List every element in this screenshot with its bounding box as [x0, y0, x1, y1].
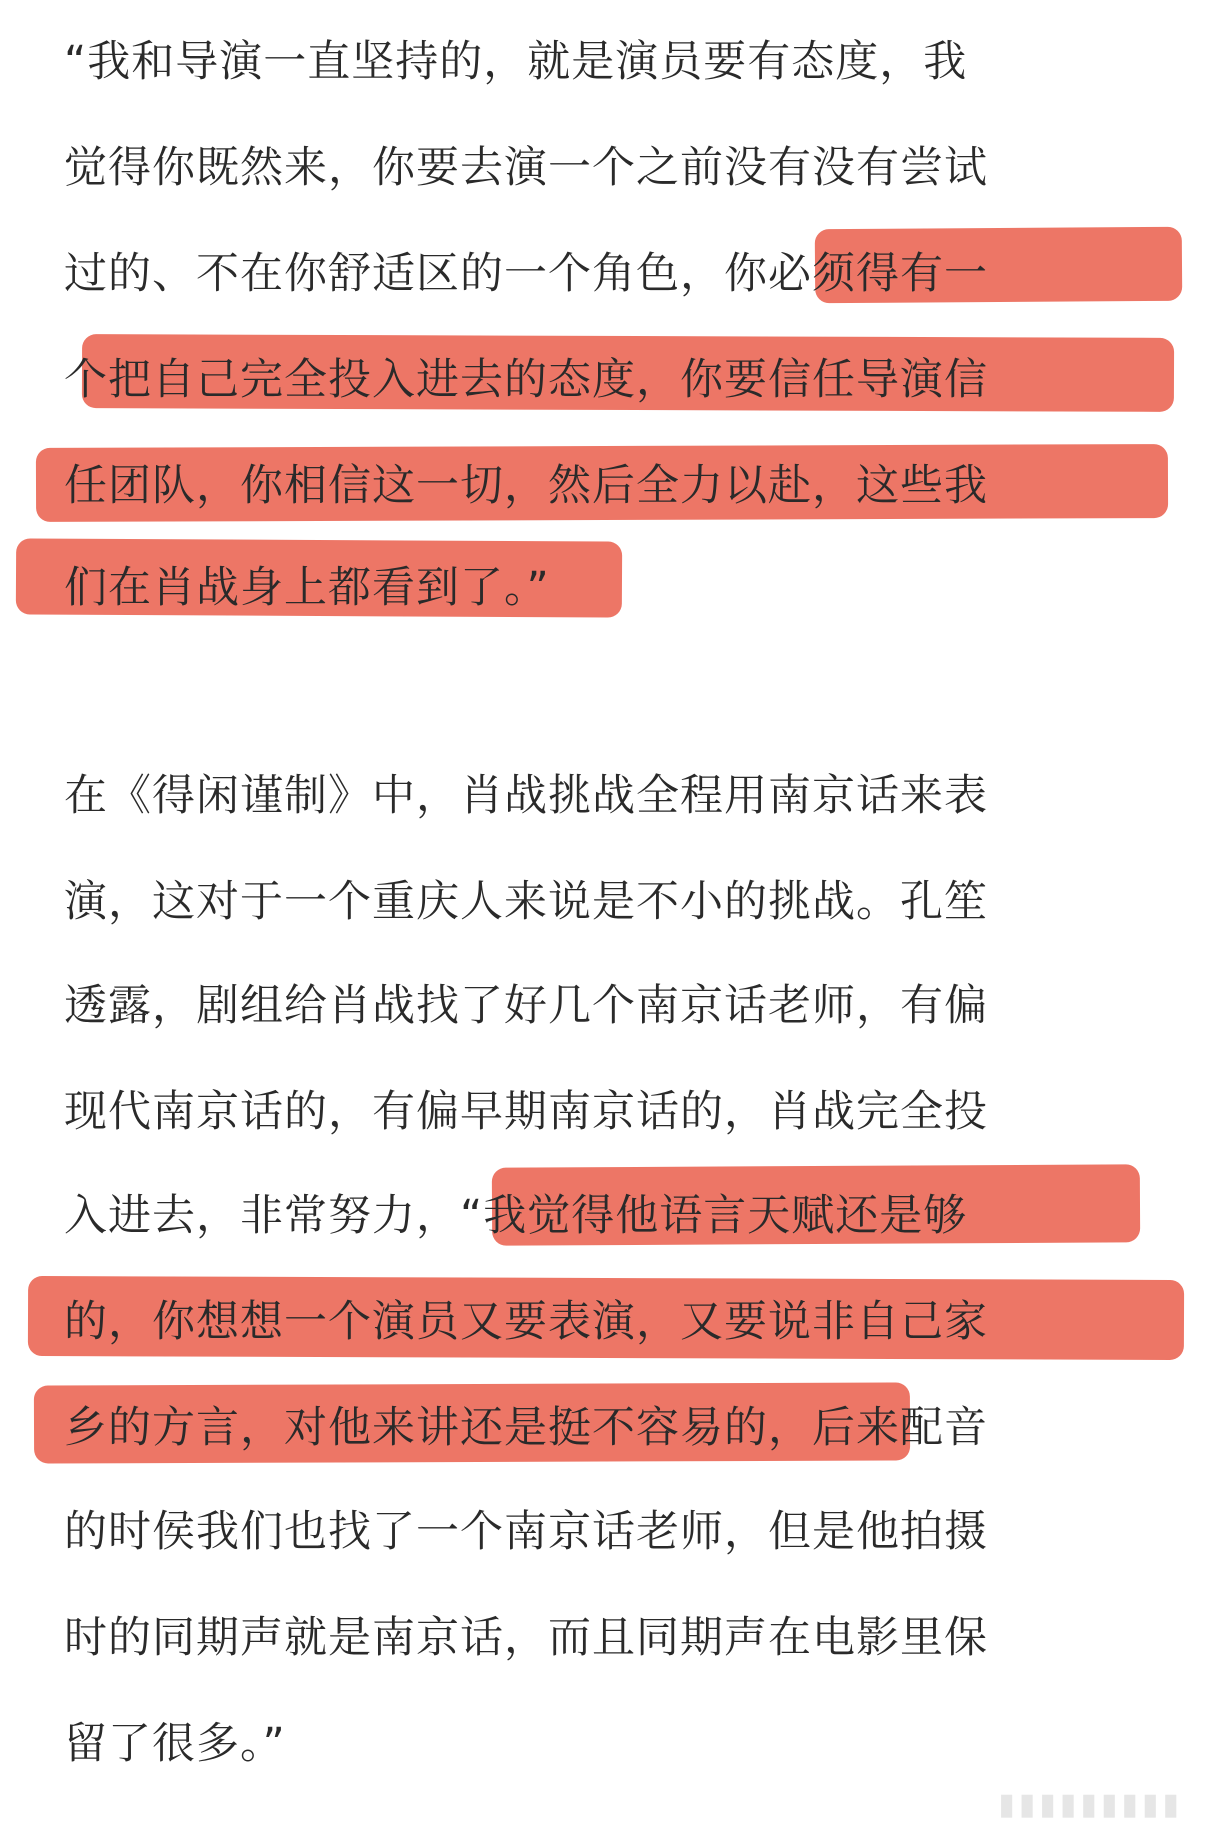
text-line: 过的、不在你舒适区的一个角色，你必须得有一: [64, 249, 988, 299]
text-line: 演，这对于一个重庆人来说是不小的挑战。孔笙: [64, 877, 988, 927]
text-line: 的时侯我们也找了一个南京话老师，但是他拍摄: [64, 1507, 988, 1557]
text-line: “我和导演一直坚持的，就是演员要有态度，我: [64, 37, 968, 87]
text-line: 任团队，你相信这一切，然后全力以赴，这些我: [64, 461, 988, 511]
text-line: 时的同期声就是南京话，而且同期声在电影里保: [64, 1613, 988, 1663]
text-line: 的，你想想一个演员又要表演，又要说非自己家: [64, 1297, 988, 1347]
text-line: 乡的方言，对他来讲还是挺不容易的，后来配音: [64, 1403, 988, 1453]
text-line: 们在肖战身上都看到了。”: [64, 563, 550, 613]
watermark: ▮▮▮▮▮▮▮▮▮: [998, 1788, 1183, 1821]
text-line: 现代南京话的，有偏早期南京话的，肖战完全投: [64, 1087, 988, 1137]
text-line: 觉得你既然来，你要去演一个之前没有没有尝试: [64, 143, 988, 193]
text-line: 入进去，非常努力，“我觉得他语言天赋还是够: [64, 1191, 968, 1241]
text-line: 透露，剧组给肖战找了好几个南京话老师，有偏: [64, 981, 988, 1031]
text-line: 个把自己完全投入进去的态度，你要信任导演信: [64, 355, 988, 405]
text-line: 在《得闲谨制》中，肖战挑战全程用南京话来表: [64, 771, 988, 821]
text-line: 留了很多。”: [64, 1719, 286, 1769]
